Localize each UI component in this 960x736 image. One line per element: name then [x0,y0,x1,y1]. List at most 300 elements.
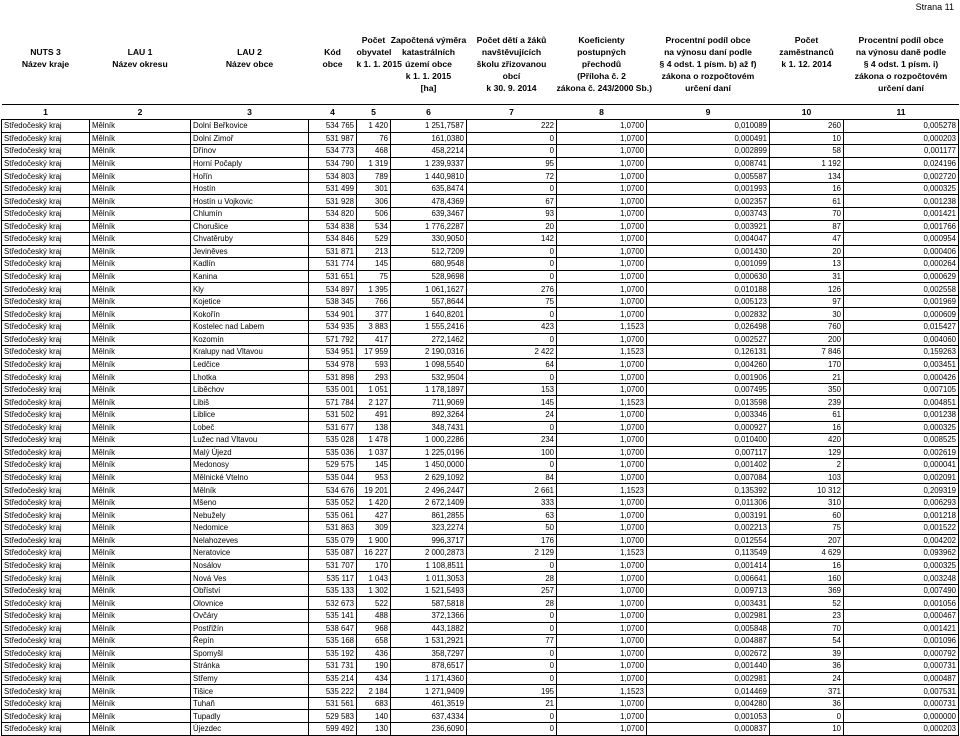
table-cell: 0,005848 [647,622,770,635]
table-cell: 0,002981 [647,609,770,622]
table-cell: 93 [467,207,557,220]
table-cell: 1,0700 [557,245,647,258]
table-cell: 557,8644 [391,295,467,308]
table-cell: 535 222 [309,685,357,698]
column-header-line: přechodů [581,59,622,69]
table-cell: Středočeský kraj [2,484,90,497]
table-cell: Obříství [191,584,309,597]
table-cell: 0,026498 [647,321,770,334]
table-cell: Mělník [90,233,191,246]
table-cell: 39 [770,647,844,660]
table-cell: 61 [770,408,844,421]
table-cell: 0,093962 [844,547,959,560]
table-cell: 534 935 [309,321,357,334]
table-cell: 0,000954 [844,233,959,246]
table-cell: 534 773 [309,145,357,158]
table-cell: 0,000041 [844,459,959,472]
table-cell: 1,0700 [557,207,647,220]
table-cell: 195 [467,685,557,698]
table-cell: 0,002720 [844,170,959,183]
table-cell: 87 [770,220,844,233]
column-header-line: katastrálních [401,47,456,57]
table-cell: 711,9069 [391,396,467,409]
table-cell: 532,9504 [391,371,467,384]
table-cell: Středočeský kraj [2,622,90,635]
table-cell: 535 087 [309,547,357,560]
table-row [2,421,959,434]
table-cell: 75 [770,522,844,535]
table-cell: 0 [467,609,557,622]
table-cell: 0,003346 [647,408,770,421]
table-row [2,584,959,597]
table-cell: 28 [467,572,557,585]
table-row [2,559,959,572]
table-cell: 0,159263 [844,346,959,359]
table-cell: Řepín [191,635,309,648]
table-cell: 458,2214 [391,145,467,158]
table-cell: Kralupy nad Vltavou [191,346,309,359]
table-cell: 0,009713 [647,584,770,597]
table-row [2,371,959,384]
table-cell: 20 [770,245,844,258]
table-cell: 190 [357,660,391,673]
table-cell: 0,004060 [844,333,959,346]
table-cell: Nebužely [191,509,309,522]
column-header-line: Název okresu [112,59,168,69]
column-header-line: postupných [577,47,626,57]
column-number: 6 [391,105,467,120]
table-cell: 468 [357,145,391,158]
table-cell: 200 [770,333,844,346]
table-cell: 260 [770,120,844,133]
column-header-line: Započtená výměra [390,35,467,45]
table-cell: 2 127 [357,396,391,409]
column-header-line: Kód [324,47,341,57]
table-cell: 535 117 [309,572,357,585]
table-row [2,723,959,736]
table-cell: 0 [467,333,557,346]
table-cell: 529 [357,233,391,246]
table-cell: 861,2855 [391,509,467,522]
table-cell: 16 [770,182,844,195]
table-cell: 1,0700 [557,195,647,208]
table-cell: 0,004280 [647,697,770,710]
table-cell: 140 [357,710,391,723]
table-cell: 30 [770,308,844,321]
table-cell: Chorušice [191,220,309,233]
table-cell: Středočeský kraj [2,710,90,723]
table-cell: 0 [467,270,557,283]
table-cell: Středočeský kraj [2,660,90,673]
table-row [2,710,959,723]
table-cell: 36 [770,660,844,673]
table-row [2,622,959,635]
table-cell: Jeviněves [191,245,309,258]
table-cell: 531 987 [309,132,357,145]
table-row [2,697,959,710]
column-header-line: k 1. 1. 2015 [405,71,452,81]
table-cell: 0,000264 [844,258,959,271]
table-cell: 0,001906 [647,371,770,384]
table-cell: Tišice [191,685,309,698]
table-cell: 683 [357,697,391,710]
table-cell: 0,012554 [647,534,770,547]
table-cell: 538 345 [309,295,357,308]
table-cell: 532 673 [309,597,357,610]
column-header-line: Název kraje [21,59,70,69]
table-cell: 0,006641 [647,572,770,585]
table-cell: Mělník [90,647,191,660]
table-cell: 0,004851 [844,396,959,409]
table-cell: Malý Újezd [191,446,309,459]
table-cell: Mělník [90,635,191,648]
table-cell: 0,000467 [844,609,959,622]
table-cell: 535 036 [309,446,357,459]
table-cell: 47 [770,233,844,246]
table-cell: Mělník [90,295,191,308]
column-number: 8 [557,105,647,120]
table-cell: 0,001177 [844,145,959,158]
table-cell: 145 [467,396,557,409]
table-cell: 0,001969 [844,295,959,308]
table-cell: 1 555,2416 [391,321,467,334]
table-cell: Středočeský kraj [2,459,90,472]
table-cell: 7 846 [770,346,844,359]
table-cell: 529 583 [309,710,357,723]
table-cell: 534 846 [309,233,357,246]
table-cell: Mělník [90,383,191,396]
table-cell: Středočeský kraj [2,672,90,685]
table-cell: 461,3519 [391,697,467,710]
table-cell: 658 [357,635,391,648]
table-cell: 968 [357,622,391,635]
table-cell: Nová Ves [191,572,309,585]
table-cell: 10 312 [770,484,844,497]
table-cell: 1,0700 [557,710,647,723]
column-header-line: zákona o rozpočtovém [661,71,755,81]
table-cell: 1,0700 [557,559,647,572]
table-cell: 0,001414 [647,559,770,572]
table-cell: Mělník [90,270,191,283]
table-row [2,509,959,522]
table-cell: 2 129 [467,547,557,560]
table-cell: 0,000203 [844,132,959,145]
column-number: 3 [191,105,309,120]
table-cell: 436 [357,647,391,660]
table-cell: 0,001238 [844,408,959,421]
table-cell: 760 [770,321,844,334]
table-cell: 0,004887 [647,635,770,648]
table-cell: Středočeský kraj [2,383,90,396]
table-cell: 635,8474 [391,182,467,195]
table-cell: 0,001218 [844,509,959,522]
table-cell: 1,0700 [557,522,647,535]
table-cell: 512,7209 [391,245,467,258]
column-number: 10 [770,105,844,120]
column-header [309,30,357,102]
table-cell: Ovčáry [191,609,309,622]
table-cell: Mělník [90,182,191,195]
table-cell: 0,013598 [647,396,770,409]
table-cell: 0,007490 [844,584,959,597]
table-cell: 0,003431 [647,597,770,610]
table-cell: 330,9050 [391,233,467,246]
table-cell: 2 [770,459,844,472]
table-cell: 1,0700 [557,157,647,170]
table-cell: 1 302 [357,584,391,597]
table-cell: 239 [770,396,844,409]
table-cell: 0,003248 [844,572,959,585]
table-cell: 64 [467,358,557,371]
table-row [2,283,959,296]
table-cell: Mělník [90,559,191,572]
table-cell: 0 [467,710,557,723]
table-cell: 0 [467,660,557,673]
table-cell: 0,000629 [844,270,959,283]
table-cell: 0,001056 [844,597,959,610]
table-cell: 130 [357,723,391,736]
table-cell: 0,007084 [647,471,770,484]
column-header [770,30,844,102]
column-header-line: na výnosu daně podle [855,47,947,57]
column-number: 4 [309,105,357,120]
table-cell: 17 959 [357,346,391,359]
table-cell: 0 [467,559,557,572]
table-cell: 1,0700 [557,371,647,384]
table-cell: 301 [357,182,391,195]
table-cell: Středočeský kraj [2,509,90,522]
table-cell: Mělník [191,484,309,497]
table-row [2,220,959,233]
table-cell: 207 [770,534,844,547]
table-cell: 434 [357,672,391,685]
table-cell: Chlumín [191,207,309,220]
table-cell: Mělník [90,132,191,145]
table-cell: 0,000630 [647,270,770,283]
table-cell: 1,0700 [557,408,647,421]
table-cell: 350 [770,383,844,396]
table-cell: 1,0700 [557,635,647,648]
table-cell: Kozomín [191,333,309,346]
table-cell: Středočeský kraj [2,157,90,170]
table-cell: 535 079 [309,534,357,547]
table-cell: 0,007531 [844,685,959,698]
table-row [2,534,959,547]
table-cell: 97 [770,295,844,308]
table-cell: 2 422 [467,346,557,359]
table-cell: Středočeský kraj [2,434,90,447]
table-cell: 0,011306 [647,496,770,509]
table-cell: Mělník [90,547,191,560]
table-cell: 0,000203 [844,723,959,736]
table-cell: 323,2274 [391,522,467,535]
table-cell: Tupadly [191,710,309,723]
table-cell: 1,1523 [557,321,647,334]
table-cell: 1,0700 [557,145,647,158]
table-cell: 1,1523 [557,547,647,560]
table-cell: Mělník [90,220,191,233]
table-cell: Mělník [90,358,191,371]
table-cell: 72 [467,170,557,183]
table-cell: 0,005278 [844,120,959,133]
table-cell: 571 792 [309,333,357,346]
table-cell: 2 190,0316 [391,346,467,359]
table-cell: 1,0700 [557,723,647,736]
table-cell: 84 [467,471,557,484]
column-header-line: obcí [502,71,521,81]
table-cell: 1 061,1627 [391,283,467,296]
table-cell: Středočeský kraj [2,534,90,547]
table-body [2,120,959,736]
table-cell: 506 [357,207,391,220]
table-cell: 0 [467,371,557,384]
table-cell: 531 499 [309,182,357,195]
table-cell: Kly [191,283,309,296]
table-cell: 0,015427 [844,321,959,334]
table-cell: 766 [357,295,391,308]
table-cell: Lužec nad Vltavou [191,434,309,447]
table-cell: 534 978 [309,358,357,371]
table-cell: 0,135392 [647,484,770,497]
table-cell: 0,007495 [647,383,770,396]
table-cell: Nedomice [191,522,309,535]
table-cell: 1,0700 [557,647,647,660]
table-cell: 67 [467,195,557,208]
table-cell: 1,0700 [557,446,647,459]
table-cell: Kokořín [191,308,309,321]
table-cell: 443,1882 [391,622,467,635]
column-header [467,30,557,102]
table-cell: Mělník [90,446,191,459]
column-header-line: zaměstnanců [779,47,834,57]
table-cell: 16 [770,421,844,434]
table-cell: 534 765 [309,120,357,133]
table-row [2,233,959,246]
table-cell: 534 838 [309,220,357,233]
table-cell: 1 776,2287 [391,220,467,233]
table-cell: 1,0700 [557,496,647,509]
table-cell: Středočeský kraj [2,195,90,208]
column-header [90,30,191,102]
table-cell: Středočeský kraj [2,723,90,736]
table-row [2,484,959,497]
column-header [191,30,309,102]
table-cell: 0,002981 [647,672,770,685]
table-cell: 170 [770,358,844,371]
table-cell: 427 [357,509,391,522]
column-header-line: Počet [361,35,386,45]
table-cell: 0 [770,710,844,723]
table-cell: 145 [357,258,391,271]
table-cell: 236,6090 [391,723,467,736]
table-cell: Mělník [90,145,191,158]
table-cell: 0,006293 [844,496,959,509]
table-cell: Středočeský kraj [2,182,90,195]
table-cell: 1,0700 [557,509,647,522]
table-cell: 0,001099 [647,258,770,271]
table-cell: 1 531,2921 [391,635,467,648]
table-cell: 1 900 [357,534,391,547]
table-row [2,547,959,560]
table-cell: Středočeský kraj [2,308,90,321]
column-header-line: NUTS 3 [30,47,61,57]
table-cell: 13 [770,258,844,271]
table-cell: 1 640,8201 [391,308,467,321]
table-cell: Kadlín [191,258,309,271]
table-cell: Mělník [90,408,191,421]
table-cell: 170 [357,559,391,572]
table-cell: Středočeský kraj [2,283,90,296]
table-row [2,295,959,308]
table-cell: 0 [467,723,557,736]
table-cell: 0,001766 [844,220,959,233]
column-header-line: zákona č. 243/2000 Sb.) [556,83,653,93]
table-cell: Liběchov [191,383,309,396]
table-cell: 0,004202 [844,534,959,547]
table-cell: 161,0380 [391,132,467,145]
table-cell: 0,002091 [844,471,959,484]
table-cell: 377 [357,308,391,321]
table-cell: Mělník [90,496,191,509]
table-cell: 0 [467,258,557,271]
table-cell: 0,003191 [647,509,770,522]
table-cell: 878,6517 [391,660,467,673]
table-cell: Středočeský kraj [2,547,90,560]
table-cell: Hořín [191,170,309,183]
table-cell: Středočeský kraj [2,471,90,484]
table-cell: 2 661 [467,484,557,497]
table-cell: 535 168 [309,635,357,648]
table-cell: 0,002527 [647,333,770,346]
table-cell: 534 [357,220,391,233]
table-cell: 103 [770,471,844,484]
table-cell: 1 178,1897 [391,383,467,396]
table-cell: 531 677 [309,421,357,434]
table-row [2,321,959,334]
table-cell: 1 037 [357,446,391,459]
table-cell: 213 [357,245,391,258]
table-cell: 637,4334 [391,710,467,723]
column-header-line: Koeficienty [578,35,625,45]
table-row [2,609,959,622]
table-cell: 478,4369 [391,195,467,208]
table-cell: 0 [467,145,557,158]
table-cell: 538 647 [309,622,357,635]
table-row [2,685,959,698]
column-header-line: Procentní podíl obce [858,35,944,45]
table-cell: 1 043 [357,572,391,585]
column-header [844,30,959,102]
table-cell: 0,008525 [844,434,959,447]
table-cell: 2 184 [357,685,391,698]
table-cell: 1 051 [357,383,391,396]
table-cell: 0,002619 [844,446,959,459]
table-cell: 10 [770,132,844,145]
column-header-line: školu zřizovanou [476,59,547,69]
table-cell: Újezdec [191,723,309,736]
table-cell: Liblice [191,408,309,421]
table-cell: 0,024196 [844,157,959,170]
table-row [2,396,959,409]
table-cell: 0,005587 [647,170,770,183]
table-cell: 535 133 [309,584,357,597]
table-cell: 0 [467,672,557,685]
table-cell: Středočeský kraj [2,446,90,459]
table-cell: 306 [357,195,391,208]
column-header-line: § 4 odst. 1 písm. b) až f) [659,59,757,69]
table-row [2,635,959,648]
table-cell: 1 319 [357,157,391,170]
